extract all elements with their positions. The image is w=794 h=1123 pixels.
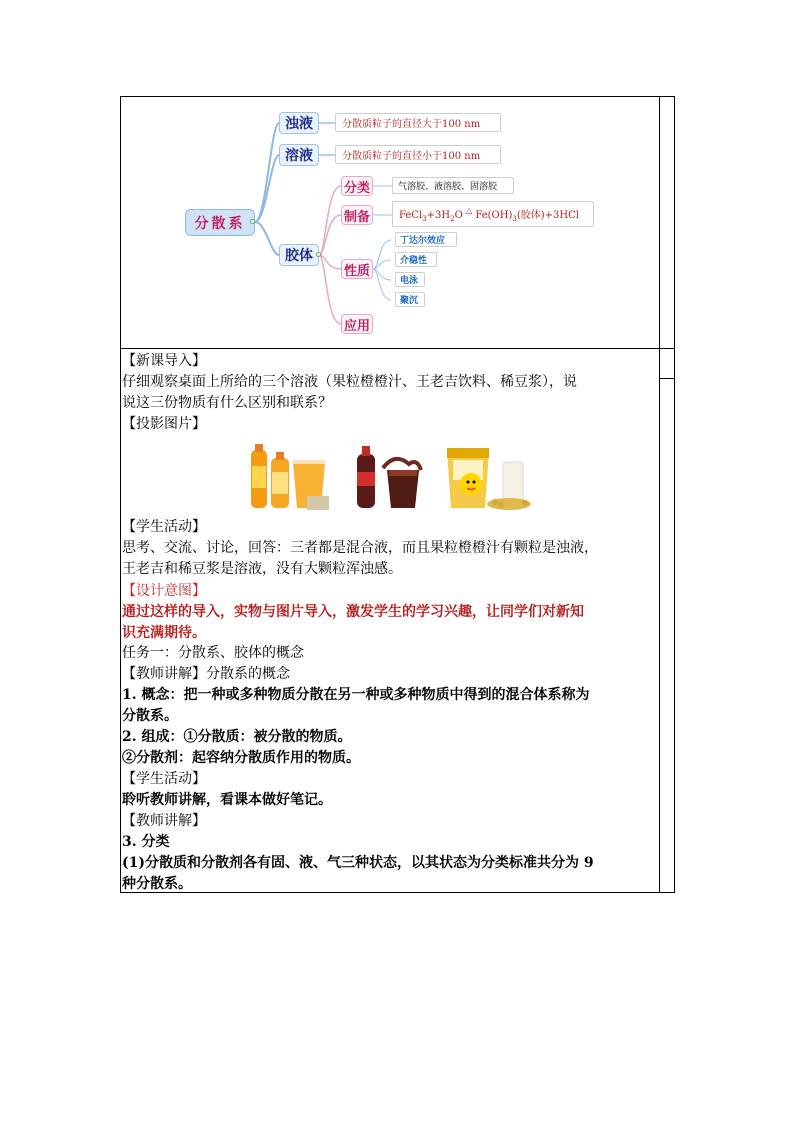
projection-heading: 【投影图片】 xyxy=(122,416,206,432)
student-activity-line-1: 思考、交流、讨论，回答：三者都是混合液，而且果粒橙橙汁有颗粒是浊液， xyxy=(122,540,598,556)
property-electrophoresis-text: 电泳 xyxy=(400,276,419,286)
formula-part-fecl: FeCl xyxy=(399,209,423,221)
formula-sub-3: 3 xyxy=(422,214,427,223)
root-expand-dot xyxy=(250,219,255,224)
zhibei-label: 制备 xyxy=(343,209,370,225)
fenlei-description-text: 气溶胶、液溶胶、固溶胶 xyxy=(398,182,498,192)
zhuoye-label: 浊液 xyxy=(285,116,313,132)
mindmap-node-yingyong xyxy=(341,314,373,334)
mindmap-node-jiaoti xyxy=(279,244,319,266)
formula-sub-3b: 3 xyxy=(512,214,517,223)
mindmap-root-label: 分散系 xyxy=(194,215,246,232)
formula-part-colloid-hcl: (胶体)+3HCl xyxy=(516,209,579,221)
new-lesson-line-2: 说这三份物质有什么区别和联系？ xyxy=(122,395,332,411)
classification-line-2: 种分散系。 xyxy=(122,876,192,892)
jiaoti-label: 胶体 xyxy=(285,248,313,264)
teacher-explanation-heading-2: 【教师讲解】 xyxy=(122,813,206,829)
mindmap-node-zhuoye xyxy=(279,112,319,134)
new-lesson-heading: 【新课导入】 xyxy=(122,353,206,369)
student-activity-heading-1: 【学生活动】 xyxy=(122,519,206,535)
classification-line-1: (1)分散质和分散剂各有固、液、气三种状态，以其状态为分类标准共分为 9 xyxy=(122,855,594,871)
side-cell-divider xyxy=(659,378,675,379)
task-one-title: 任务一：分散系、胶体的概念 xyxy=(122,645,304,661)
table-row-divider xyxy=(120,348,675,349)
formula-sub-2: 2 xyxy=(450,214,455,223)
concept-line-1: 1. 概念：把一种或多种物质分散在另一种或多种物质中得到的混合体系称为 xyxy=(122,687,590,703)
new-lesson-line-1: 仔细观察桌面上所给的三个溶液（果粒橙橙汁、王老吉饮料、稀豆浆），说 xyxy=(122,374,577,390)
xingzhi-label: 性质 xyxy=(343,263,370,279)
student-activity-text-2: 聆听教师讲解，看课本做好笔记。 xyxy=(122,792,332,808)
mindmap-node-zhibei xyxy=(341,205,373,225)
cola-image xyxy=(351,444,427,510)
student-activity-line-2: 王老吉和稀豆浆是溶液，没有大颗粒浑浊感。 xyxy=(122,561,402,577)
composition-line-1: 2. 组成：①分散质：被分散的物质。 xyxy=(122,729,352,745)
property-coagulation xyxy=(395,292,425,307)
design-intent-line-2: 识充满期待。 xyxy=(122,625,206,641)
zhuoye-description xyxy=(335,113,501,132)
teacher-explanation-heading-1: 【教师讲解】分散系的概念 xyxy=(122,666,290,682)
mindmap-root xyxy=(185,209,255,236)
formula-part-feoh: Fe(OH) xyxy=(475,209,513,221)
yingyong-label: 应用 xyxy=(343,318,370,334)
formula-part-o: O xyxy=(454,209,463,221)
classification-heading: 3. 分类 xyxy=(122,834,170,850)
design-intent-heading: 【设计意图】 xyxy=(122,583,206,599)
jiaoti-expand-dot xyxy=(316,252,321,257)
orange-juice-image xyxy=(247,444,329,510)
property-coagulation-text: 聚沉 xyxy=(400,296,419,306)
property-electrophoresis xyxy=(395,272,425,287)
composition-line-2: ②分散剂：起容纳分散质作用的物质。 xyxy=(122,750,360,766)
mindmap-node-xingzhi xyxy=(341,259,373,279)
property-metastable xyxy=(395,252,437,267)
property-tyndall xyxy=(395,232,457,247)
property-tyndall-text: 丁达尔效应 xyxy=(400,236,446,246)
rongye-description xyxy=(335,145,501,164)
preparation-formula-box xyxy=(392,201,594,227)
dispersion-system-mindmap xyxy=(121,97,658,347)
heating-condition: △ xyxy=(465,205,473,215)
fenlei-label: 分类 xyxy=(343,180,370,196)
mindmap-node-fenlei xyxy=(341,176,373,196)
rongye-description-text: 分散质粒子的直径小于100 nm xyxy=(342,151,481,162)
soy-milk-image xyxy=(445,444,532,510)
design-intent-line-1: 通过这样的导入，实物与图片导入，激发学生的学习兴趣，让同学们对新知 xyxy=(122,604,584,620)
formula-part-h: +3H xyxy=(426,209,451,221)
zhuoye-description-text: 分散质粒子的直径大于100 nm xyxy=(342,119,481,130)
concept-line-2: 分散系。 xyxy=(122,708,178,724)
table-column-divider xyxy=(659,96,660,893)
student-activity-heading-2: 【学生活动】 xyxy=(122,771,206,787)
rongye-label: 溶液 xyxy=(285,148,313,164)
mindmap-node-rongye xyxy=(279,144,319,166)
projected-images xyxy=(247,444,532,510)
preparation-formula xyxy=(399,206,579,223)
fenlei-description xyxy=(392,177,514,194)
property-metastable-text: 介稳性 xyxy=(400,256,428,266)
